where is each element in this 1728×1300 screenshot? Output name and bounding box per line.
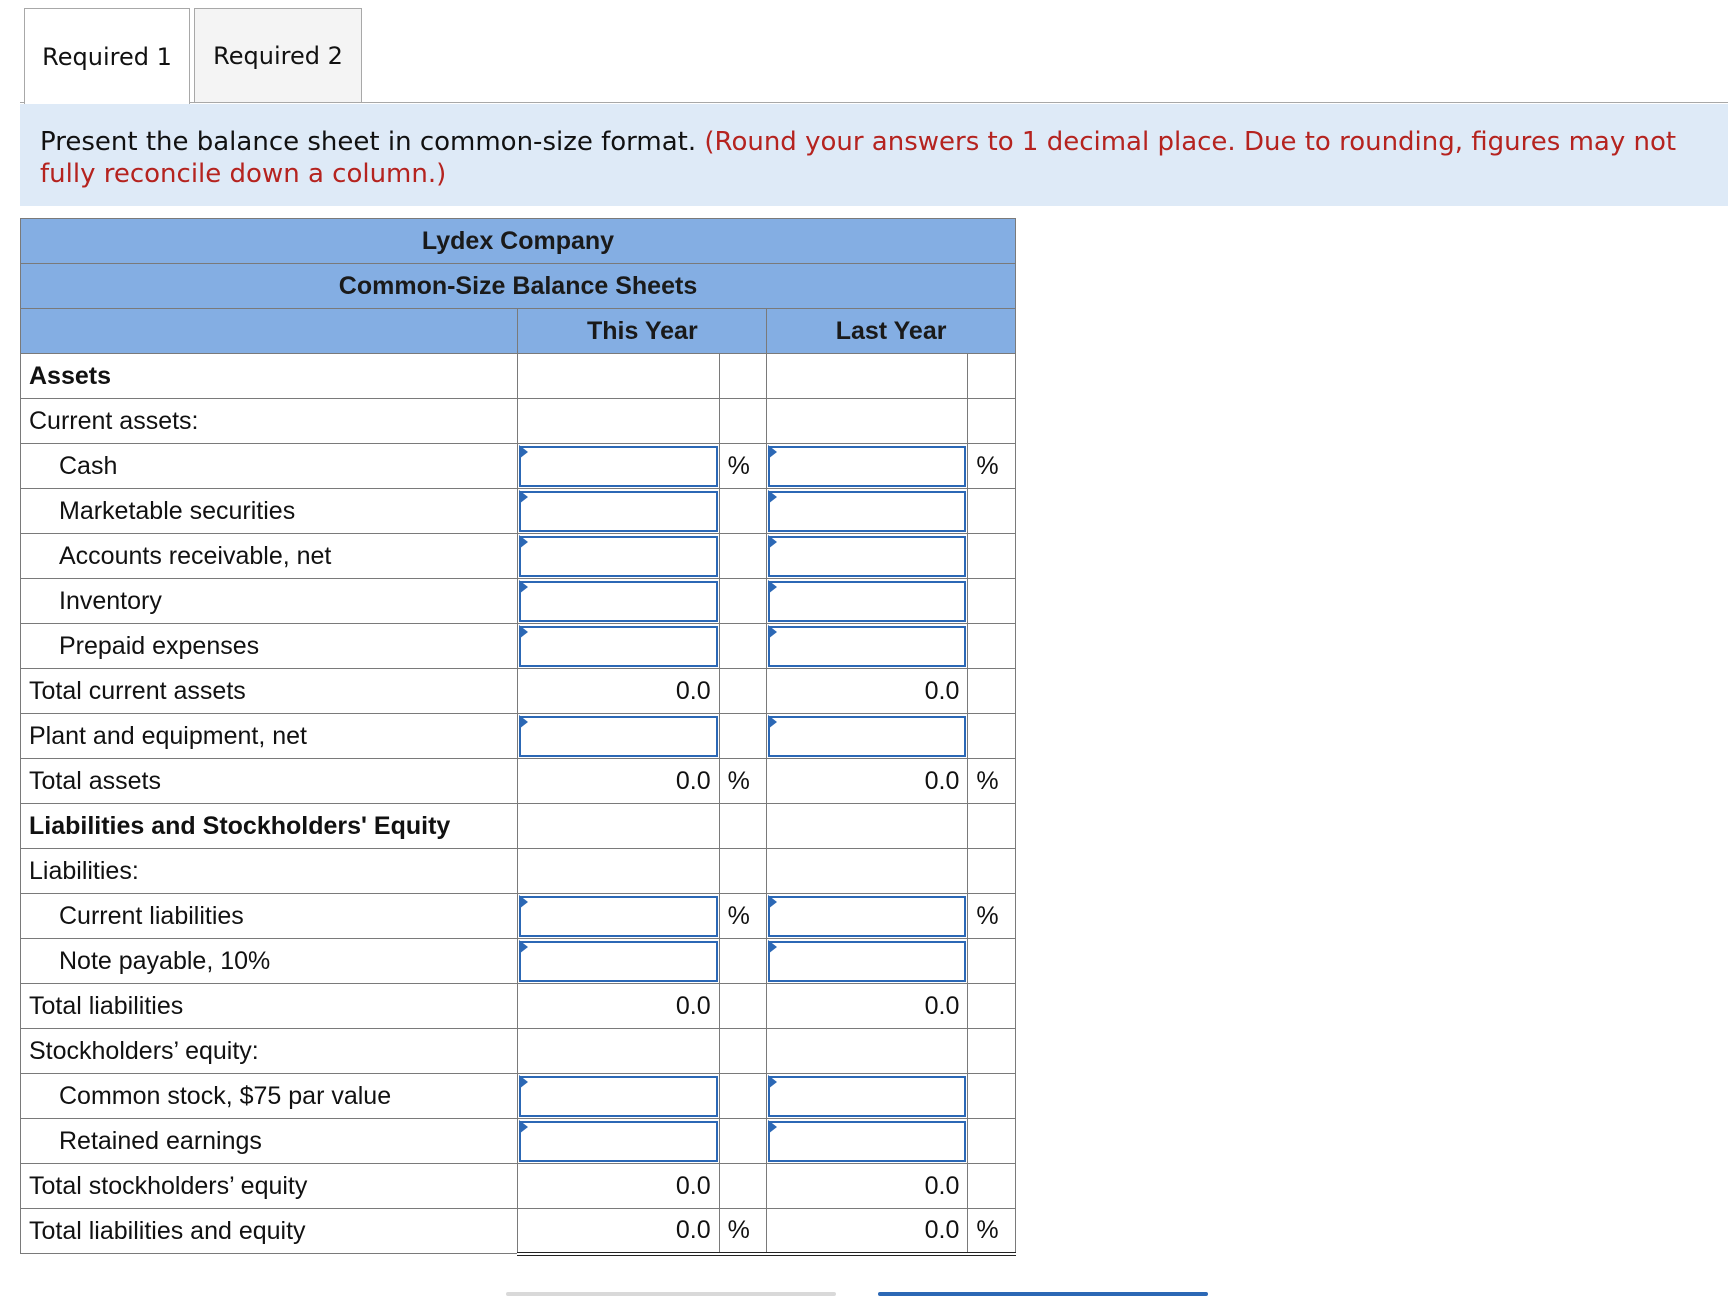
row-label: Current liabilities [21, 894, 518, 939]
inventory-this-year-input[interactable] [519, 581, 717, 622]
row-label: Prepaid expenses [21, 624, 518, 669]
instructions-text: Present the balance sheet in common-size format. [40, 127, 697, 157]
row-label: Liabilities and Stockholders' Equity [21, 804, 518, 849]
row-label: Stockholders’ equity: [21, 1029, 518, 1074]
row-label: Total liabilities [21, 984, 518, 1029]
accounts-receivable-this-year-input[interactable] [519, 536, 717, 577]
percent-sign: % [968, 444, 1016, 489]
percent-sign: % [719, 444, 767, 489]
company-name: Lydex Company [21, 219, 1016, 264]
row-total-liabilities [21, 984, 1016, 1029]
header-blank [21, 309, 518, 354]
row-label: Common stock, $75 par value [21, 1074, 518, 1119]
row-total-current-assets [21, 669, 1016, 714]
tab-required-1[interactable]: Required 1 [24, 8, 190, 104]
current-liabilities-this-year-input[interactable] [519, 896, 717, 937]
row-prepaid-expenses [21, 624, 1016, 669]
row-note-payable [21, 939, 1016, 984]
row-label: Accounts receivable, net [21, 534, 518, 579]
common-stock-last-year-input[interactable] [768, 1076, 966, 1117]
note-payable-this-year-input[interactable] [519, 941, 717, 982]
row-total-assets [21, 759, 1016, 804]
row-marketable-securities [21, 489, 1016, 534]
current-liabilities-last-year-input[interactable] [768, 896, 966, 937]
row-total-liabilities-equity [21, 1209, 1016, 1254]
row-retained-earnings [21, 1119, 1016, 1164]
sheet-title: Common-Size Balance Sheets [21, 264, 1016, 309]
retained-earnings-last-year-input[interactable] [768, 1121, 966, 1162]
accounts-receivable-last-year-input[interactable] [768, 536, 966, 577]
inventory-last-year-input[interactable] [768, 581, 966, 622]
balance-sheet [20, 218, 1020, 1256]
row-label: Marketable securities [21, 489, 518, 534]
row-label: Liabilities: [21, 849, 518, 894]
row-inventory [21, 579, 1016, 624]
row-label: Total stockholders’ equity [21, 1164, 518, 1209]
percent-sign: % [968, 1209, 1016, 1254]
prepaid-expenses-this-year-input[interactable] [519, 626, 717, 667]
marketable-securities-this-year-input[interactable] [519, 491, 717, 532]
row-label: Total current assets [21, 669, 518, 714]
instructions-note: (Round your answers to 1 decimal place. Due to rounding, figures may not fully reconcile down a column.) [40, 127, 1677, 189]
row-label: Retained earnings [21, 1119, 518, 1164]
row-accounts-receivable [21, 534, 1016, 579]
percent-sign: % [719, 759, 767, 804]
row-label: Plant and equipment, net [21, 714, 518, 759]
tab-required-2[interactable]: Required 2 [194, 8, 362, 102]
percent-sign: % [968, 894, 1016, 939]
cash-this-year-input[interactable] [519, 446, 717, 487]
row-current-assets [21, 399, 1016, 444]
next-button-edge[interactable] [878, 1292, 1208, 1296]
note-payable-last-year-input[interactable] [768, 941, 966, 982]
row-cash [21, 444, 1016, 489]
total-current-assets-last-year: 0.0 [767, 669, 968, 714]
row-assets [21, 354, 1016, 399]
percent-sign: % [719, 1209, 767, 1254]
row-current-liabilities [21, 894, 1016, 939]
total-se-this-year: 0.0 [518, 1164, 719, 1209]
row-label: Current assets: [21, 399, 518, 444]
row-liabilities [21, 849, 1016, 894]
percent-sign: % [719, 894, 767, 939]
row-stockholders-equity [21, 1029, 1016, 1074]
row-label: Cash [21, 444, 518, 489]
instructions-panel [20, 104, 1728, 206]
row-common-stock [21, 1074, 1016, 1119]
row-plant-equipment [21, 714, 1016, 759]
row-total-stockholders-equity [21, 1164, 1016, 1209]
total-assets-this-year: 0.0 [518, 759, 719, 804]
total-liabilities-this-year: 0.0 [518, 984, 719, 1029]
total-liabilities-last-year: 0.0 [767, 984, 968, 1029]
total-current-assets-this-year: 0.0 [518, 669, 719, 714]
tab-divider [20, 102, 1728, 103]
row-label: Note payable, 10% [21, 939, 518, 984]
row-liabilities-equity [21, 804, 1016, 849]
retained-earnings-this-year-input[interactable] [519, 1121, 717, 1162]
col-last-year: Last Year [767, 309, 1016, 354]
col-this-year: This Year [518, 309, 767, 354]
total-assets-last-year: 0.0 [767, 759, 968, 804]
total-se-last-year: 0.0 [767, 1164, 968, 1209]
plant-equipment-last-year-input[interactable] [768, 716, 966, 757]
cash-last-year-input[interactable] [768, 446, 966, 487]
row-label: Assets [21, 354, 518, 399]
row-label: Inventory [21, 579, 518, 624]
plant-equipment-this-year-input[interactable] [519, 716, 717, 757]
row-label: Total assets [21, 759, 518, 804]
row-label: Total liabilities and equity [21, 1209, 518, 1254]
common-stock-this-year-input[interactable] [519, 1076, 717, 1117]
total-le-this-year: 0.0 [518, 1209, 719, 1254]
marketable-securities-last-year-input[interactable] [768, 491, 966, 532]
total-le-last-year: 0.0 [767, 1209, 968, 1254]
prepaid-expenses-last-year-input[interactable] [768, 626, 966, 667]
prev-button-edge[interactable] [506, 1292, 836, 1296]
percent-sign: % [968, 759, 1016, 804]
